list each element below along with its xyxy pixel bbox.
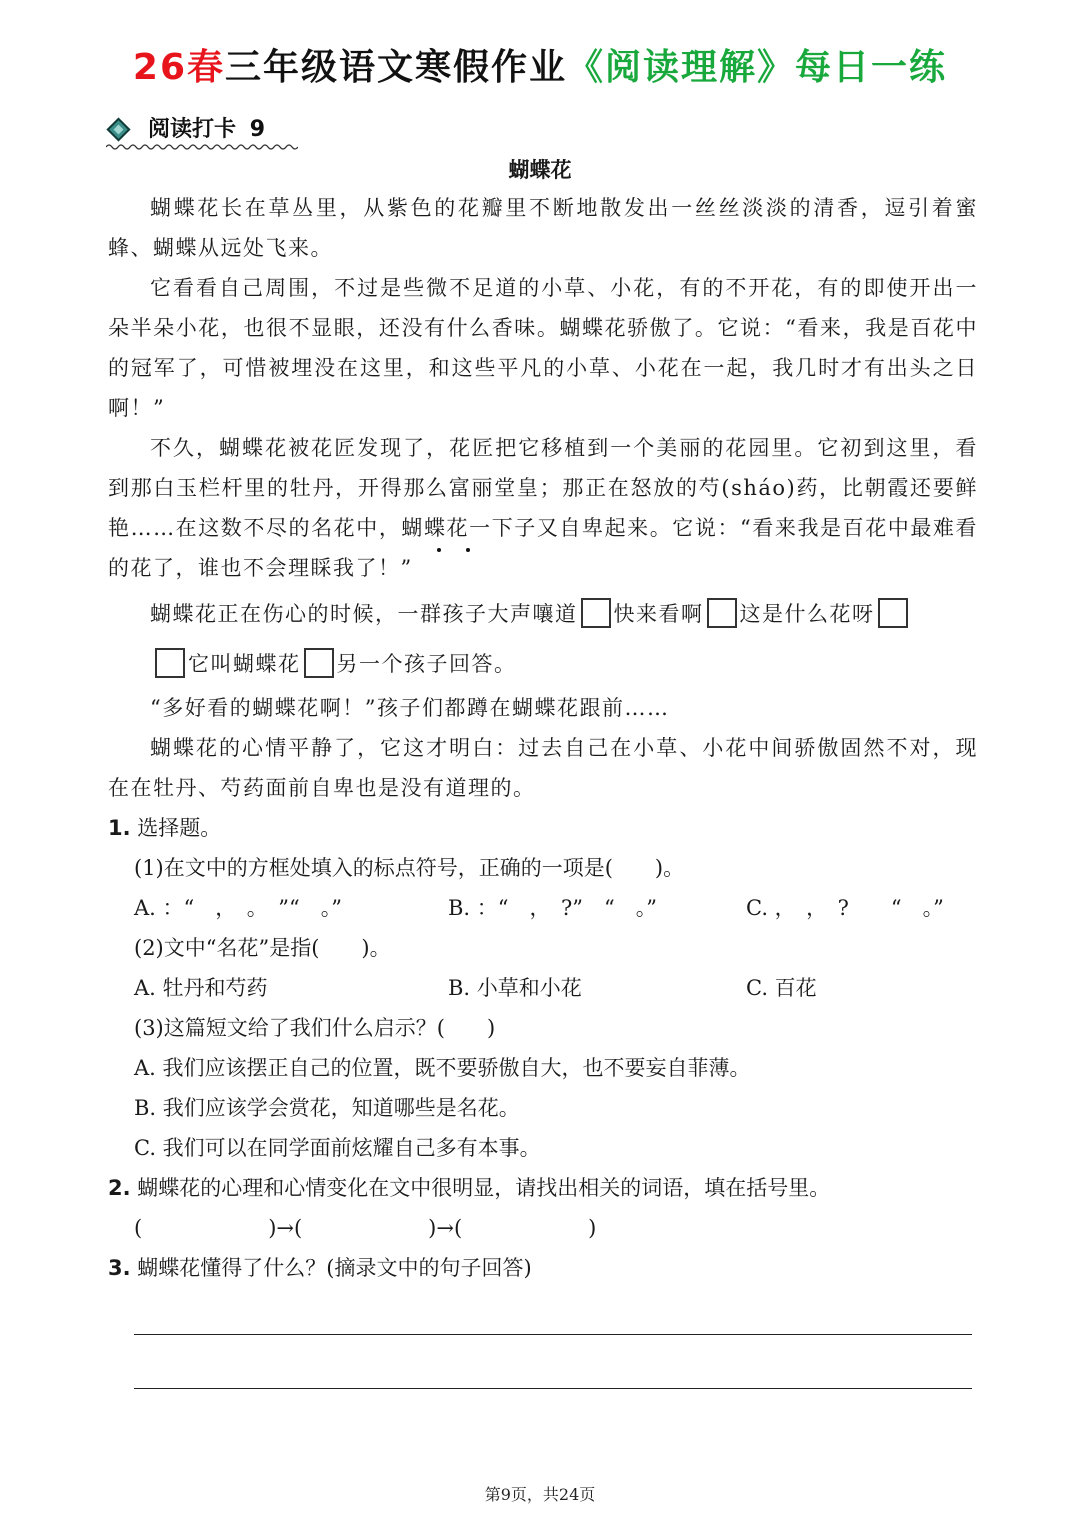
emphasis-dot [437, 548, 441, 552]
page-footer: 第9页，共24页 [484, 1485, 596, 1504]
option-3c[interactable]: C. 我们可以在同学面前炫耀自己多有本事。 [134, 1136, 541, 1160]
question-3 [108, 1248, 532, 1288]
question-2 [108, 1168, 830, 1208]
question-1-sub-2: (2)文中“名花”是指( )。 [134, 936, 391, 960]
story-paragraph-6: 蝴蝶花的心情平静了，它这才明白：过去自己在小草、小花中间骄傲固然不对，现在在牡丹、芍药面前自卑也是没有道理的。 [108, 736, 978, 800]
diamond-icon [106, 117, 130, 141]
question-2-number: 2. [108, 1176, 131, 1200]
section-label-text: 阅读打卡 [148, 117, 237, 142]
option-3b[interactable]: B. 我们应该学会赏花，知道哪些是名花。 [134, 1096, 520, 1120]
header-grade-subject: 三年级语文寒假作业 [225, 47, 568, 88]
question-1-number: 1. [108, 816, 131, 840]
story-title: 蝴蝶花 [508, 158, 572, 182]
story-paragraph-4: 蝴蝶花正在伤心的时候，一群孩子大声嚷道 快来看啊 这是什么花呀 [108, 590, 978, 638]
question-1 [108, 808, 221, 848]
question-1-title: 选择题。 [137, 816, 222, 840]
question-1-sub-1: (1)在文中的方框处填入的标点符号，正确的一项是( )。 [134, 856, 685, 880]
punctuation-blank-1[interactable] [581, 598, 611, 628]
question-2-answer-blanks[interactable]: ( )→( )→( ) [134, 1216, 597, 1240]
option-1c[interactable]: C. ， ， ? “ 。” [746, 896, 944, 920]
section-number: 9 [249, 117, 265, 142]
answer-line-1[interactable] [134, 1334, 972, 1335]
header-season: 26春 [132, 47, 226, 88]
story-paragraph-3: 不久，蝴蝶花被花匠发现了，花匠把它移植到一个美丽的花园里。它初到这里，看到那白玉栏杆里的牡丹，开得那么富丽堂皇；那正在怒放的芍(sháo)药，比朝霞还要鲜艳……在这数不尽的名花中，蝴蝶花一下子又自卑起来。它说：“看来我是百花中最难看的花了，谁也不会理睬我了！” [108, 436, 978, 580]
option-3a[interactable]: A. 我们应该摆正自己的位置，既不要骄傲自大，也不要妄自菲薄。 [134, 1056, 751, 1080]
punctuation-blank-4[interactable] [155, 648, 185, 678]
header-book-title: 《阅读理解》每日一练 [567, 47, 948, 88]
story-paragraph-1: 蝴蝶花长在草丛里，从紫色的花瓣里不断地散发出一丝丝淡淡的清香，逗引着蜜蜂、蝴蝶从远处飞来。 [108, 196, 978, 260]
story-paragraph-5: “多好看的蝴蝶花啊！”孩子们都蹲在蝴蝶花跟前…… [150, 696, 670, 720]
question-1-sub-3: (3)这篇短文给了我们什么启示？( ) [134, 1016, 496, 1040]
punctuation-blank-2[interactable] [707, 598, 737, 628]
question-2-text: 蝴蝶花的心理和心情变化在文中很明显，请找出相关的词语，填在括号里。 [137, 1176, 831, 1200]
option-1a[interactable]: A. ：“ ， 。 ”“ 。” [134, 896, 342, 920]
story-paragraph-2: 它看看自己周围，不过是些微不足道的小草、小花，有的不开花，有的即使开出一朵半朵小花，也很不显眼，还没有什么香味。蝴蝶花骄傲了。它说：“看来，我是百花中的冠军了，可惜被埋没在这里，和这些平凡的小草、小花在一起，我几时才有出头之日啊！” [108, 276, 978, 420]
option-2b[interactable]: B. 小草和小花 [448, 976, 582, 1000]
option-1b[interactable]: B. ：“ ， ?” “ 。” [448, 896, 657, 920]
question-3-text: 蝴蝶花懂得了什么？(摘录文中的句子回答) [137, 1256, 532, 1280]
emphasis-dot [466, 548, 470, 552]
wavy-underline [106, 142, 298, 152]
question-3-number: 3. [108, 1256, 131, 1280]
page-header-title [0, 38, 1080, 98]
answer-line-2[interactable] [134, 1388, 972, 1389]
punctuation-blank-5[interactable] [304, 648, 334, 678]
option-2c[interactable]: C. 百花 [746, 976, 817, 1000]
punctuation-blank-3[interactable] [878, 598, 908, 628]
story-paragraph-4-cont: 它叫蝴蝶花 另一个孩子回答。 [108, 640, 978, 688]
option-2a[interactable]: A. 牡丹和芍药 [134, 976, 268, 1000]
